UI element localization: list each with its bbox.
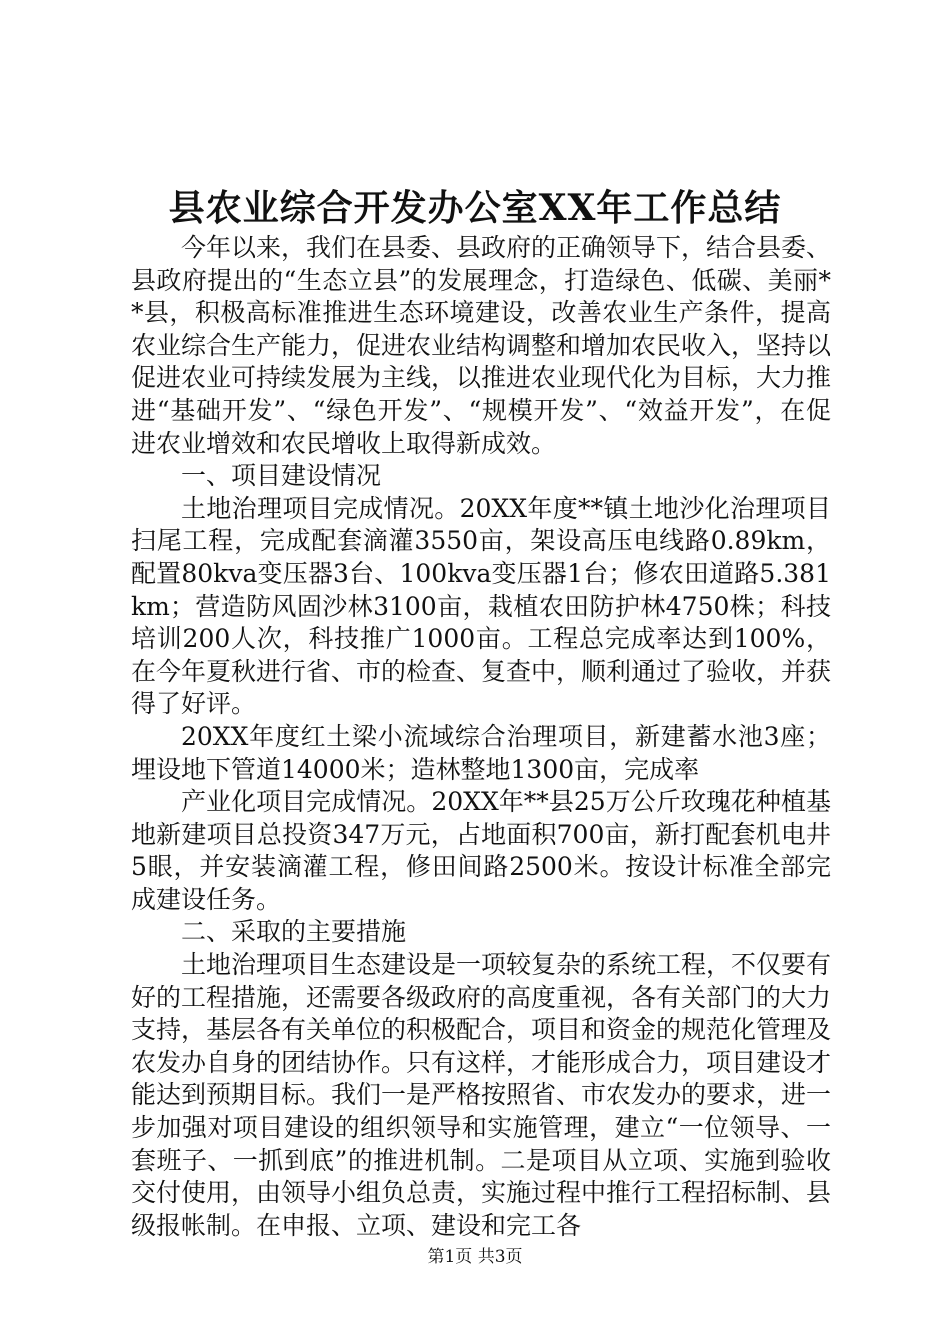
document-body — [131, 232, 831, 1242]
section-heading-project-construction: 一、项目建设情况 — [181, 461, 382, 491]
paragraph-intro: 今年以来，我们在县委、县政府的正确领导下，结合县委、县政府提出的“生态立县”的发展理念，打造绿色、低碳、美丽**县，积极高标准推进生态环境建设，改善农业生产条件，提高农业综合生产能力，促进农业结构调整和增加农民收入，坚持以促进农业可持续发展为主线，以推进农业现代化为目标，大力推进“基础开发”、“绿色开发”、“规模开发”、“效益开发”，在促进农业增效和农民增收上取得新成效。 — [131, 233, 832, 458]
paragraph-watershed: 20XX年度红土梁小流域综合治理项目，新建蓄水池3座；埋设地下管道14000米；造林整地1300亩，完成率 — [131, 721, 831, 784]
paragraph-land-treatment: 土地治理项目完成情况。20XX年度**镇土地沙化治理项目扫尾工程，完成配套滴灌3550亩，架设高压电线路0.89km，配置80kva变压器3台、100kva变压器1台；修农田道路5.381km；营造防风固沙林3100亩，栽植农田防护林4750株；科技培训200人次，科技推广1000亩。工程总完成率达到100%，在今年夏秋进行省、市的检查、复查中，顺利通过了验收，并获得了好评。 — [131, 493, 832, 719]
section-heading-measures: 二、采取的主要措施 — [181, 917, 407, 947]
paragraph-measures: 土地治理项目生态建设是一项较复杂的系统工程，不仅要有好的工程措施，还需要各级政府的高度重视，各有关部门的大力支持，基层各有关单位的积极配合，项目和资金的规范化管理及农发办自身的团结协作。只有这样，才能形成合力，项目建设才能达到预期目标。我们一是严格按照省、市农发办的要求，进一步加强对项目建设的组织领导和实施管理，建立“一位领导、一套班子、一抓到底”的推进机制。二是项目从立项、实施到验收交付使用，由领导小组负总责，实施过程中推行工程招标制、县级报帐制。在申报、立项、建设和完工各 — [131, 950, 832, 1240]
paragraph-industrialization: 产业化项目完成情况。20XX年**县25万公斤玫瑰花种植基地新建项目总投资347万元，占地面积700亩，新打配套机电井5眼，并安装滴灌工程，修田间路2500米。按设计标准全部完成建设任务。 — [131, 787, 831, 914]
document-title: 县农业综合开发办公室XX年工作总结 — [168, 187, 782, 229]
page-footer: 第1页 共3页 — [427, 1247, 523, 1267]
